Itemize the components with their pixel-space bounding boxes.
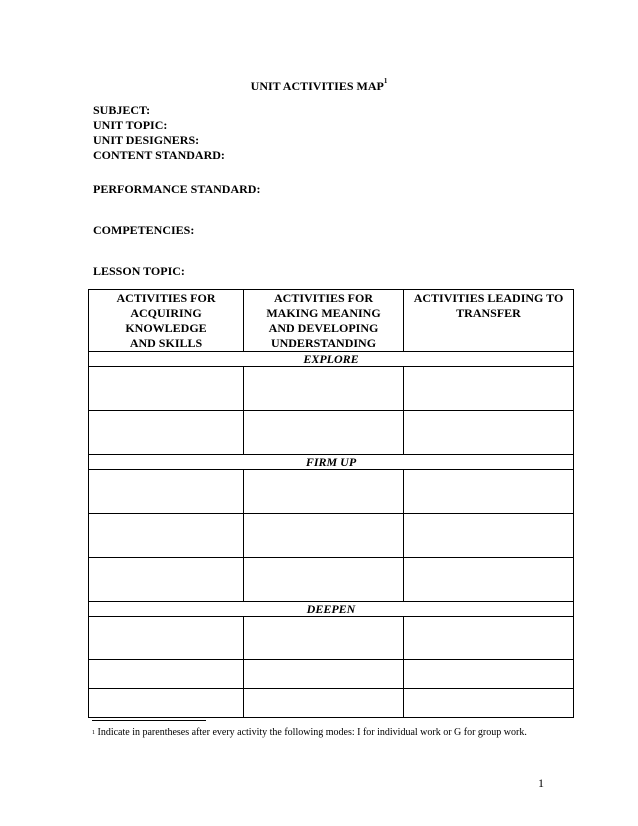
phase-explore: EXPLORE (89, 352, 574, 367)
competencies-label: COMPETENCIES: (93, 223, 195, 237)
header-transfer-text: ACTIVITIES LEADING TO TRANSFER (413, 291, 564, 320)
table-cell[interactable] (404, 617, 574, 660)
table-header-row (89, 290, 574, 352)
header-acquiring (89, 290, 244, 352)
performance-standard-label: PERFORMANCE STANDARD: (93, 182, 261, 196)
table-row (89, 558, 574, 602)
table-cell[interactable] (404, 514, 574, 558)
activities-table (88, 289, 574, 718)
table-cell[interactable] (89, 689, 244, 718)
footnote-mark: 1 (92, 730, 95, 736)
table-cell[interactable] (244, 470, 404, 514)
header-fields (93, 103, 225, 163)
table-cell[interactable] (404, 367, 574, 411)
header-acquiring-text: ACTIVITIES FOR ACQUIRING KNOWLEDGE AND SKILLS (116, 291, 216, 350)
phase-deepen: DEEPEN (89, 602, 574, 617)
unit-designers-label: UNIT DESIGNERS: (93, 133, 200, 147)
table-cell[interactable] (89, 558, 244, 602)
table-cell[interactable] (404, 470, 574, 514)
header-meaning (244, 290, 404, 352)
page-number: 1 (538, 776, 544, 790)
table-cell[interactable] (244, 617, 404, 660)
table-cell[interactable] (244, 689, 404, 718)
phase-row-explore (89, 352, 574, 367)
table-row (89, 514, 574, 558)
table-row (89, 411, 574, 455)
table-row (89, 367, 574, 411)
footnote (92, 726, 542, 740)
phase-row-firm-up (89, 455, 574, 470)
table-row (89, 660, 574, 689)
header-transfer (404, 290, 574, 352)
table-cell[interactable] (404, 689, 574, 718)
page-title (0, 79, 638, 94)
table-cell[interactable] (89, 367, 244, 411)
table-row (89, 470, 574, 514)
unit-topic-label: UNIT TOPIC: (93, 118, 168, 132)
table-cell[interactable] (404, 558, 574, 602)
table-row (89, 617, 574, 660)
footnote-reference: 1 (383, 77, 388, 85)
table-cell[interactable] (89, 617, 244, 660)
phase-firm-up: FIRM UP (89, 455, 574, 470)
table-cell[interactable] (244, 411, 404, 455)
table-row (89, 689, 574, 718)
title-text: UNIT ACTIVITIES MAP (250, 79, 384, 93)
table-cell[interactable] (244, 660, 404, 689)
header-meaning-text: ACTIVITIES FOR MAKING MEANING AND DEVELOPING UNDERSTANDING (266, 291, 381, 350)
table-cell[interactable] (404, 411, 574, 455)
lesson-topic-label: LESSON TOPIC: (93, 264, 185, 278)
content-standard-label: CONTENT STANDARD: (93, 148, 225, 162)
table-cell[interactable] (89, 660, 244, 689)
table-cell[interactable] (89, 411, 244, 455)
table-cell[interactable] (404, 660, 574, 689)
footnote-text: Indicate in parentheses after every activity the following modes: I for individual work or G for group work. (97, 727, 527, 738)
subject-label: SUBJECT: (93, 103, 151, 117)
footnote-separator (92, 720, 206, 721)
table-cell[interactable] (89, 470, 244, 514)
table-cell[interactable] (244, 367, 404, 411)
table-cell[interactable] (244, 558, 404, 602)
table-cell[interactable] (244, 514, 404, 558)
table-cell[interactable] (89, 514, 244, 558)
phase-row-deepen (89, 602, 574, 617)
